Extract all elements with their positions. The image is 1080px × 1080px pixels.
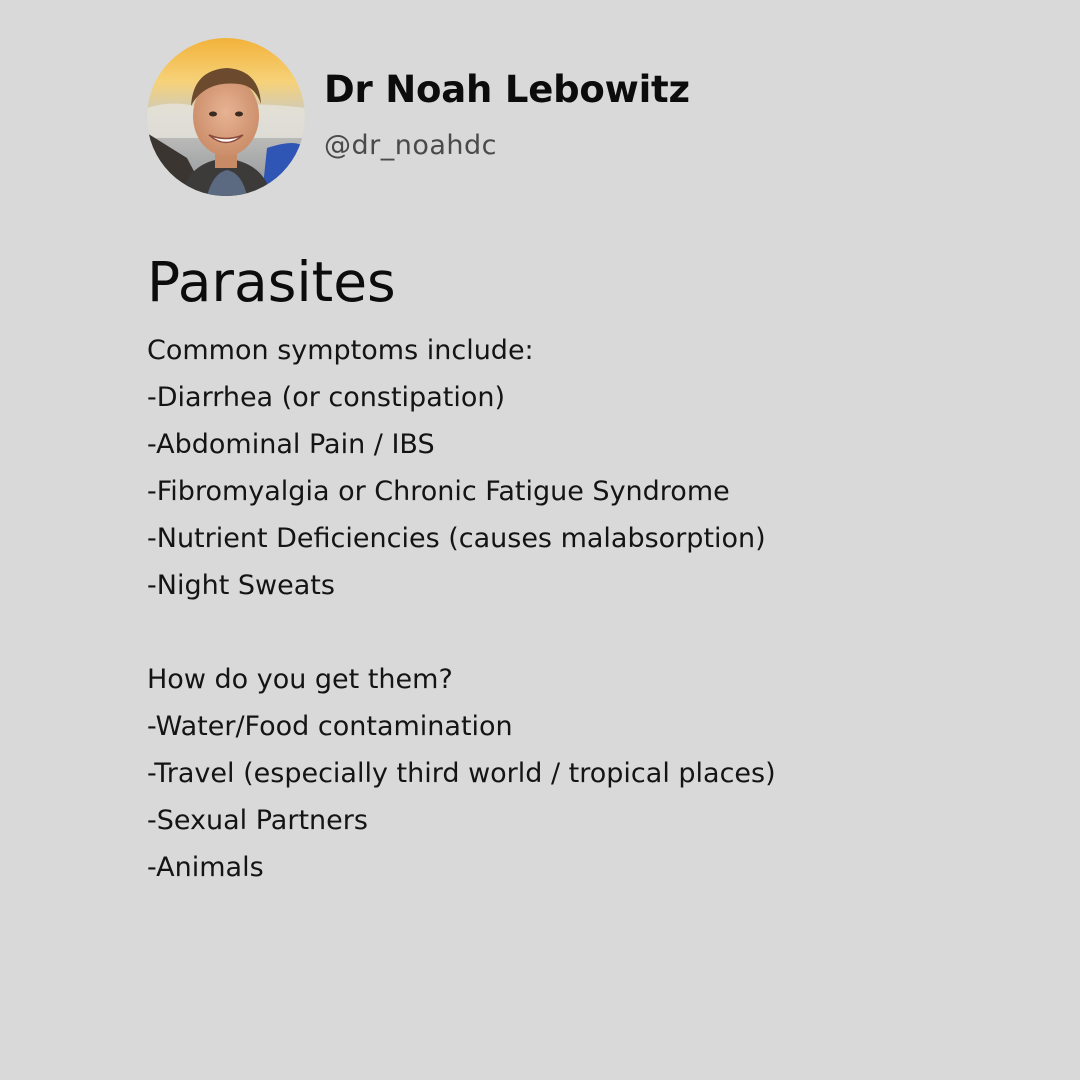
cause-item: -Sexual Partners bbox=[147, 805, 368, 836]
symptom-item: -Fibromyalgia or Chronic Fatigue Syndrome bbox=[147, 476, 730, 507]
symptom-item: -Nutrient Deficiencies (causes malabsorption) bbox=[147, 523, 766, 554]
symptoms-heading: Common symptoms include: bbox=[147, 335, 534, 366]
symptom-item: -Abdominal Pain / IBS bbox=[147, 429, 435, 460]
cause-item: -Animals bbox=[147, 852, 264, 883]
post-title: Parasites bbox=[147, 250, 396, 314]
user-handle[interactable]: @dr_noahdc bbox=[324, 130, 498, 161]
cause-item: -Travel (especially third world / tropical places) bbox=[147, 758, 776, 789]
cause-item: -Water/Food contamination bbox=[147, 711, 513, 742]
symptom-item: -Night Sweats bbox=[147, 570, 335, 601]
profile-photo-icon bbox=[147, 38, 305, 196]
causes-heading: How do you get them? bbox=[147, 664, 453, 695]
avatar[interactable] bbox=[147, 38, 305, 196]
display-name[interactable]: Dr Noah Lebowitz bbox=[324, 68, 690, 111]
paragraph-spacer bbox=[147, 609, 1027, 656]
post-body bbox=[147, 327, 1027, 891]
profile-header bbox=[147, 38, 907, 198]
symptom-item: -Diarrhea (or constipation) bbox=[147, 382, 505, 413]
